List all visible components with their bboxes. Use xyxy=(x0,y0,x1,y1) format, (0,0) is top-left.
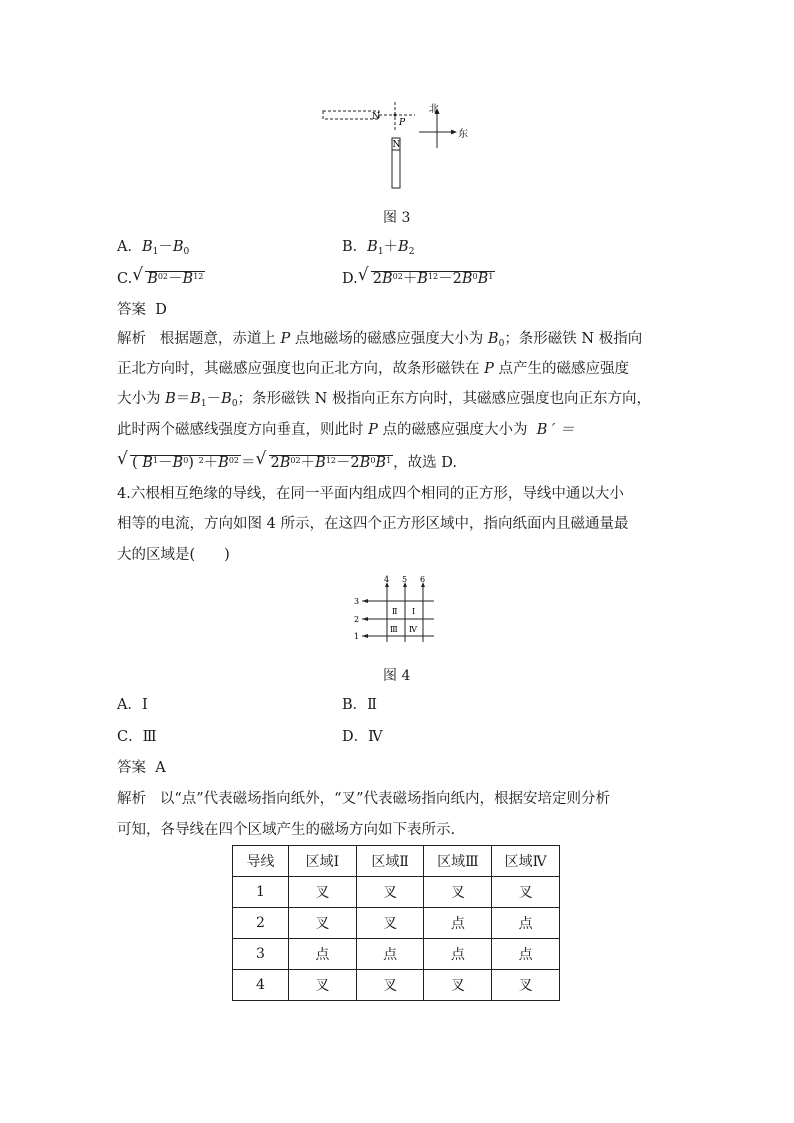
table-row xyxy=(233,970,560,1001)
wire-label-4: 4 xyxy=(384,575,390,584)
table-cell: 3 xyxy=(233,939,289,970)
table-row xyxy=(233,877,560,908)
table-header-row xyxy=(233,846,560,877)
q4-option-b: B．Ⅱ xyxy=(342,697,378,713)
table-cell: 叉 xyxy=(492,970,560,1001)
table-header-cell: 区域Ⅰ xyxy=(289,846,357,877)
table-cell: 叉 xyxy=(356,908,424,939)
table-cell: 叉 xyxy=(492,877,560,908)
table-row xyxy=(233,939,560,970)
table-cell: 叉 xyxy=(289,970,357,1001)
table-header-cell: 区域Ⅱ xyxy=(356,846,424,877)
table-cell: 叉 xyxy=(424,877,492,908)
table-cell: 点 xyxy=(289,939,357,970)
point-p xyxy=(394,114,397,117)
q3-analysis-line-3: 大小为 $B=B_1-B_0$；条形磁铁 N 极指向正东方向时，其磁感应强度也向正东方向， xyxy=(117,391,651,409)
table-cell: 叉 xyxy=(424,970,492,1001)
table-cell: 点 xyxy=(356,939,424,970)
table-cell: 点 xyxy=(424,939,492,970)
q4-analysis-line-1: 解析 以“点”代表磁场指向纸外，“叉”代表磁场指向纸内，根据安培定则分析 xyxy=(117,791,610,807)
figure-4-caption: 图 4 xyxy=(383,668,411,684)
table-cell: 叉 xyxy=(289,877,357,908)
q3-answer: 答案 D xyxy=(117,302,167,318)
table-cell: 点 xyxy=(492,939,560,970)
table-cell: 4 xyxy=(233,970,289,1001)
wire-label-1: 1 xyxy=(354,632,360,641)
table-cell: 点 xyxy=(492,908,560,939)
label-n-solid: N xyxy=(392,140,401,150)
label-p: P xyxy=(399,118,406,128)
dashed-magnet xyxy=(323,111,379,119)
q3-option-a: A．$B_1-B_0$ xyxy=(117,239,190,257)
table-cell: 1 xyxy=(233,877,289,908)
figure-3-caption: 图 3 xyxy=(383,210,411,226)
q3-analysis-line-4: 此时两个磁感线强度方向垂直，则此时 P 点的磁感应强度大小为 B ′ ＝ xyxy=(117,422,575,438)
region-label-i: Ⅰ xyxy=(412,607,416,616)
table-header-cell: 导线 xyxy=(233,846,289,877)
q3-analysis-line-1: 解析 根据题意，赤道上 P 点地磁场的磁感应强度大小为 $B_0$；条形磁铁 N 极指向 xyxy=(117,331,643,349)
q4-analysis-line-2: 可知，各导线在四个区域产生的磁场方向如下表所示. xyxy=(117,822,456,838)
q4-stem-line-3: 大的区域是( ) xyxy=(117,547,230,563)
region-label-iv: Ⅳ xyxy=(409,625,417,634)
q3-option-d: D. √ $2B^{02}+B^{12}-2B^0B^1$ xyxy=(342,265,494,287)
table-header-cell: 区域Ⅲ xyxy=(424,846,492,877)
table-cell: 叉 xyxy=(356,877,424,908)
q4-stem-line-1: 4.六根相互绝缘的导线，在同一平面内组成四个相同的正方形，导线中通以大小 xyxy=(117,486,624,502)
figure-4 xyxy=(350,574,440,644)
q4-answer: 答案 A xyxy=(117,760,166,776)
table-header-cell: 区域Ⅳ xyxy=(492,846,560,877)
wire-label-5: 5 xyxy=(402,575,408,584)
figure-3 xyxy=(315,98,475,193)
q4-option-a: A．Ⅰ xyxy=(117,697,148,713)
wire-label-6: 6 xyxy=(420,575,426,584)
q3-analysis-line-5: √ ( $B^1-B^0$) $^2+B^{02}$ ＝ √ $2B^{02}+B^{12}-2B^0B^1$ ，故选 D. xyxy=(117,449,457,471)
label-north: 北 xyxy=(429,104,439,115)
q4-option-c: C．Ⅲ xyxy=(117,729,157,745)
region-label-ii: Ⅱ xyxy=(392,607,398,616)
label-east: 东 xyxy=(458,129,468,140)
wire-label-2: 2 xyxy=(354,615,360,624)
q3-analysis-line-2: 正北方向时，其磁感应强度也向正北方向，故条形磁铁在 P 点产生的磁感应强度 xyxy=(117,361,629,377)
table-cell: 点 xyxy=(424,908,492,939)
table-cell: 2 xyxy=(233,908,289,939)
table-cell: 叉 xyxy=(289,908,357,939)
label-n-dashed: N xyxy=(372,112,380,122)
q4-option-d: D．Ⅳ xyxy=(342,729,383,745)
wire-label-3: 3 xyxy=(354,597,360,606)
q4-stem-line-2: 相等的电流，方向如图 4 所示，在这四个正方形区域中，指向纸面内且磁通量最 xyxy=(117,516,629,532)
table-row xyxy=(233,908,560,939)
field-direction-table xyxy=(232,845,560,1001)
table-cell: 叉 xyxy=(356,970,424,1001)
region-label-iii: Ⅲ xyxy=(390,625,398,634)
q3-option-c: C. √ $B^{02}-B^{12}$ xyxy=(117,265,204,287)
q3-option-b: B．$B_1+B_2$ xyxy=(342,239,415,257)
